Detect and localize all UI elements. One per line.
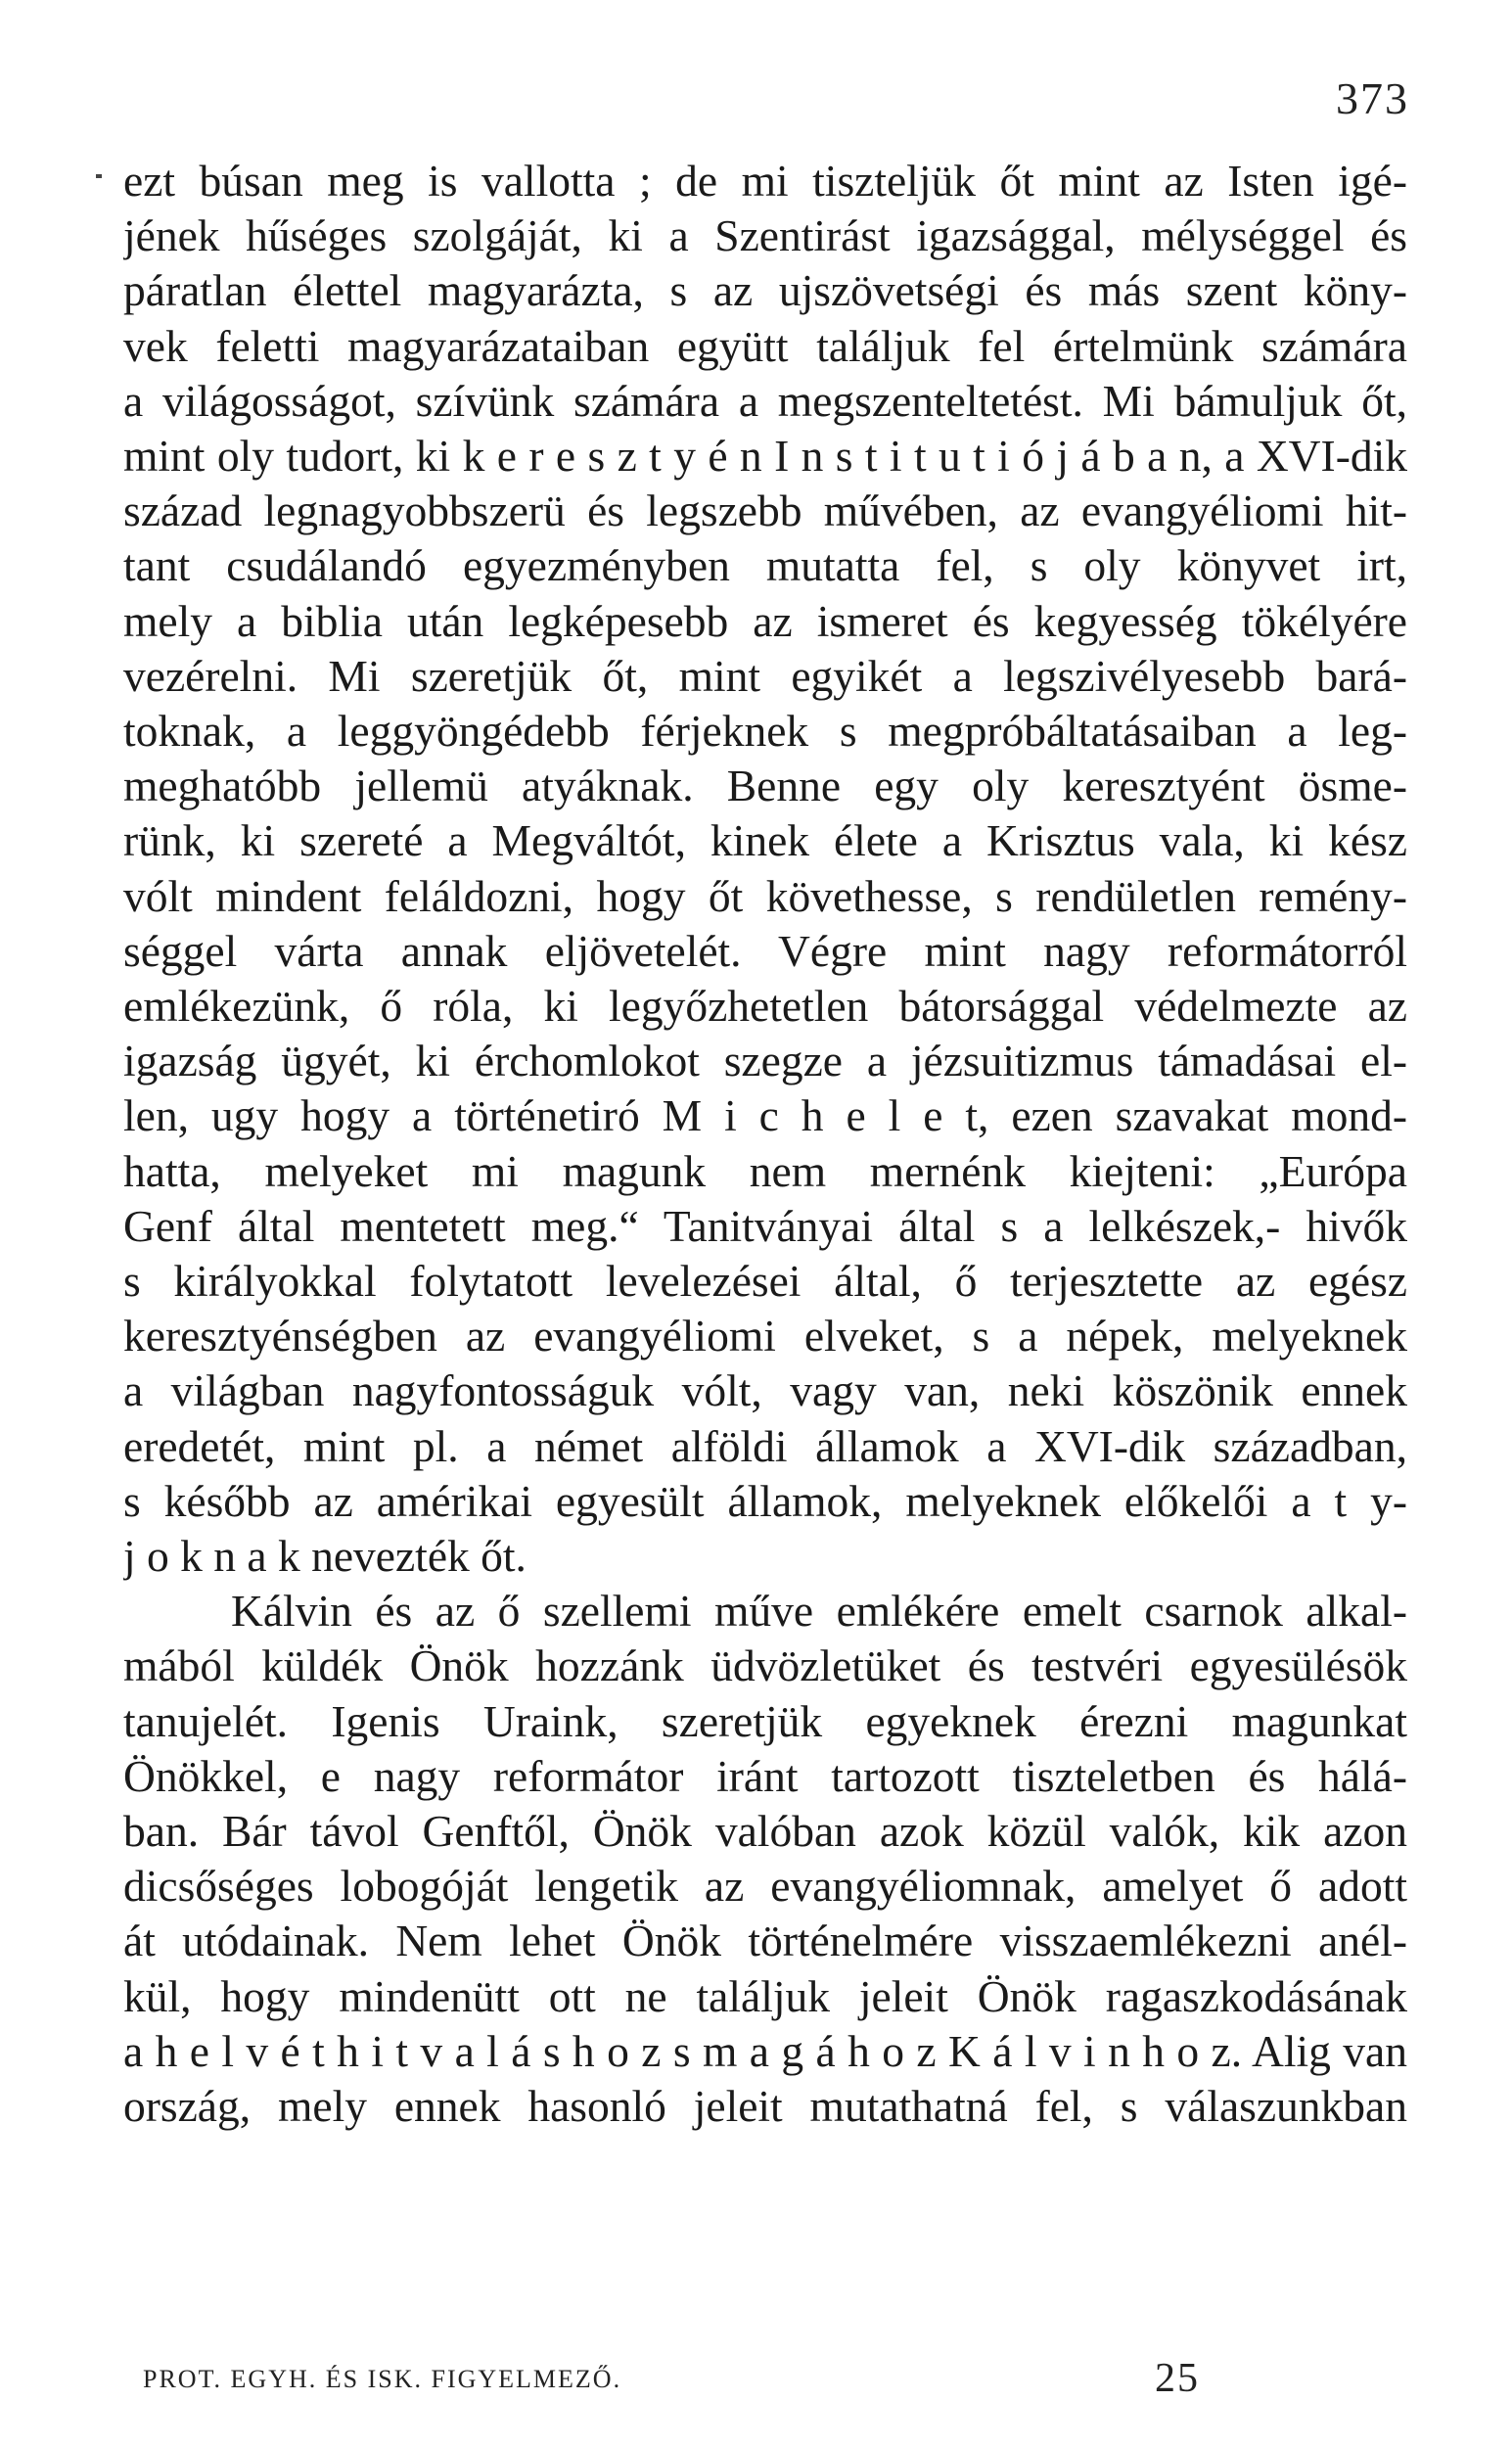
text-line: páratlan élettel magyarázta, s az ujszövetségi és más szent köny- bbox=[123, 266, 1407, 316]
text-line: át utódainak. Nem lehet Önök történelmére visszaemlékezni anél- bbox=[123, 1916, 1407, 1966]
text-line: század legnagyobbszerü és legszebb művében, az evangyéliomi hit- bbox=[123, 486, 1407, 536]
text-line: tanujelét. Igenis Uraink, szeretjük egyeknek érezni magunkat bbox=[123, 1696, 1407, 1746]
text-line: kül, hogy mindenütt ott ne találjuk jeleit Önök ragaszkodásának bbox=[123, 1971, 1407, 2021]
text-line: a világosságot, szívünk számára a megszenteltetést. Mi bámuljuk őt, bbox=[123, 376, 1407, 426]
text-line: emlékezünk, ő róla, ki legyőzhetetlen bátorsággal védelmezte az bbox=[123, 982, 1407, 1031]
signature-mark: 25 bbox=[1155, 2356, 1200, 2401]
text-line: s később az amérikai egyesült államok, melyeknek előkelői a t y- bbox=[123, 1476, 1407, 1526]
text-line: toknak, a leggyöngédebb férjeknek s megpróbáltatásaiban a leg- bbox=[123, 707, 1407, 756]
text-line: Kálvin és az ő szellemi műve emlékére emelt csarnok alkal- bbox=[231, 1587, 1407, 1637]
text-line: hatta, melyeket mi magunk nem mernénk kiejteni: „Európa bbox=[123, 1146, 1407, 1196]
text-line: jének hűséges szolgáját, ki a Szentirást igazsággal, mélységgel és bbox=[123, 211, 1407, 261]
text-line: igazság ügyét, ki érchomlokot szegze a jézsuitizmus támadásai el- bbox=[123, 1037, 1407, 1086]
text-line: tant csudálandó egyezményben mutatta fel, s oly könyvet irt, bbox=[123, 541, 1407, 591]
text-line: vólt mindent feláldozni, hogy őt követhesse, s rendületlen remény- bbox=[123, 871, 1407, 921]
text-line: mából küldék Önök hozzánk üdvözletüket és testvéri egyesülésök bbox=[123, 1641, 1407, 1691]
text-line: vezérelni. Mi szeretjük őt, mint egyikét a legszivélyesebb bará- bbox=[123, 651, 1407, 701]
text-line: j o k n a k nevezték őt. bbox=[123, 1532, 527, 1581]
text-line: ezt búsan meg is vallotta ; de mi tiszteljük őt mint az Isten igé- bbox=[123, 157, 1407, 206]
text-line: s királyokkal folytatott levelezései által, ő terjesztette az egész bbox=[123, 1257, 1407, 1306]
text-line: a h e l v é t h i t v a l á s h o z s m a g á h o z K á l v i n h o z. Alig van bbox=[123, 2026, 1407, 2076]
text-line: a világban nagyfontosságuk vólt, vagy van, neki köszönik ennek bbox=[123, 1366, 1407, 1416]
text-line: ban. Bár távol Genftől, Önök valóban azok közül valók, kik azon bbox=[123, 1807, 1407, 1856]
page-number: 373 bbox=[1336, 73, 1409, 123]
text-line: Önökkel, e nagy reformátor iránt tartozott tiszteletben és hálá- bbox=[123, 1751, 1407, 1801]
text-line: meghatóbb jellemü atyáknak. Benne egy oly keresztyént ösme- bbox=[123, 762, 1407, 811]
text-line: rünk, ki szereté a Megváltót, kinek élete a Krisztus vala, ki kész bbox=[123, 816, 1407, 866]
text-line: séggel várta annak eljövetelét. Végre mint nagy reformátorról bbox=[123, 926, 1407, 976]
text-line: dicsőséges lobogóját lengetik az evangyéliomnak, amelyet ő adott bbox=[123, 1862, 1407, 1912]
text-line: len, ugy hogy a történetiró M i c h e l e t, ezen szavakat mond- bbox=[123, 1091, 1407, 1141]
text-line: mint oly tudort, ki k e r e s z t y é n I n s t i t u t i ó j á b a n, a XVI-dik bbox=[123, 432, 1407, 481]
text-line: eredetét, mint pl. a német alföldi államok a XVI-dik században, bbox=[123, 1421, 1407, 1471]
text-line: vek feletti magyarázataiban együtt találjuk fel értelmünk számára bbox=[123, 321, 1407, 371]
text-line: ország, mely ennek hasonló jeleit mutathatná fel, s válaszunkban bbox=[123, 2082, 1407, 2131]
text-line: keresztyénségben az evangyéliomi elveket, s a népek, melyeknek bbox=[123, 1312, 1407, 1362]
text-line: mely a biblia után legképesebb az ismeret és kegyesség tökélyére bbox=[123, 596, 1407, 646]
margin-mark bbox=[96, 174, 102, 178]
running-title: PROT. EGYH. ÉS ISK. FIGYELMEZŐ. bbox=[143, 2365, 622, 2393]
text-line: Genf által mentetett meg.“ Tanitványai által s a lelkészek,- hivők bbox=[123, 1201, 1407, 1251]
